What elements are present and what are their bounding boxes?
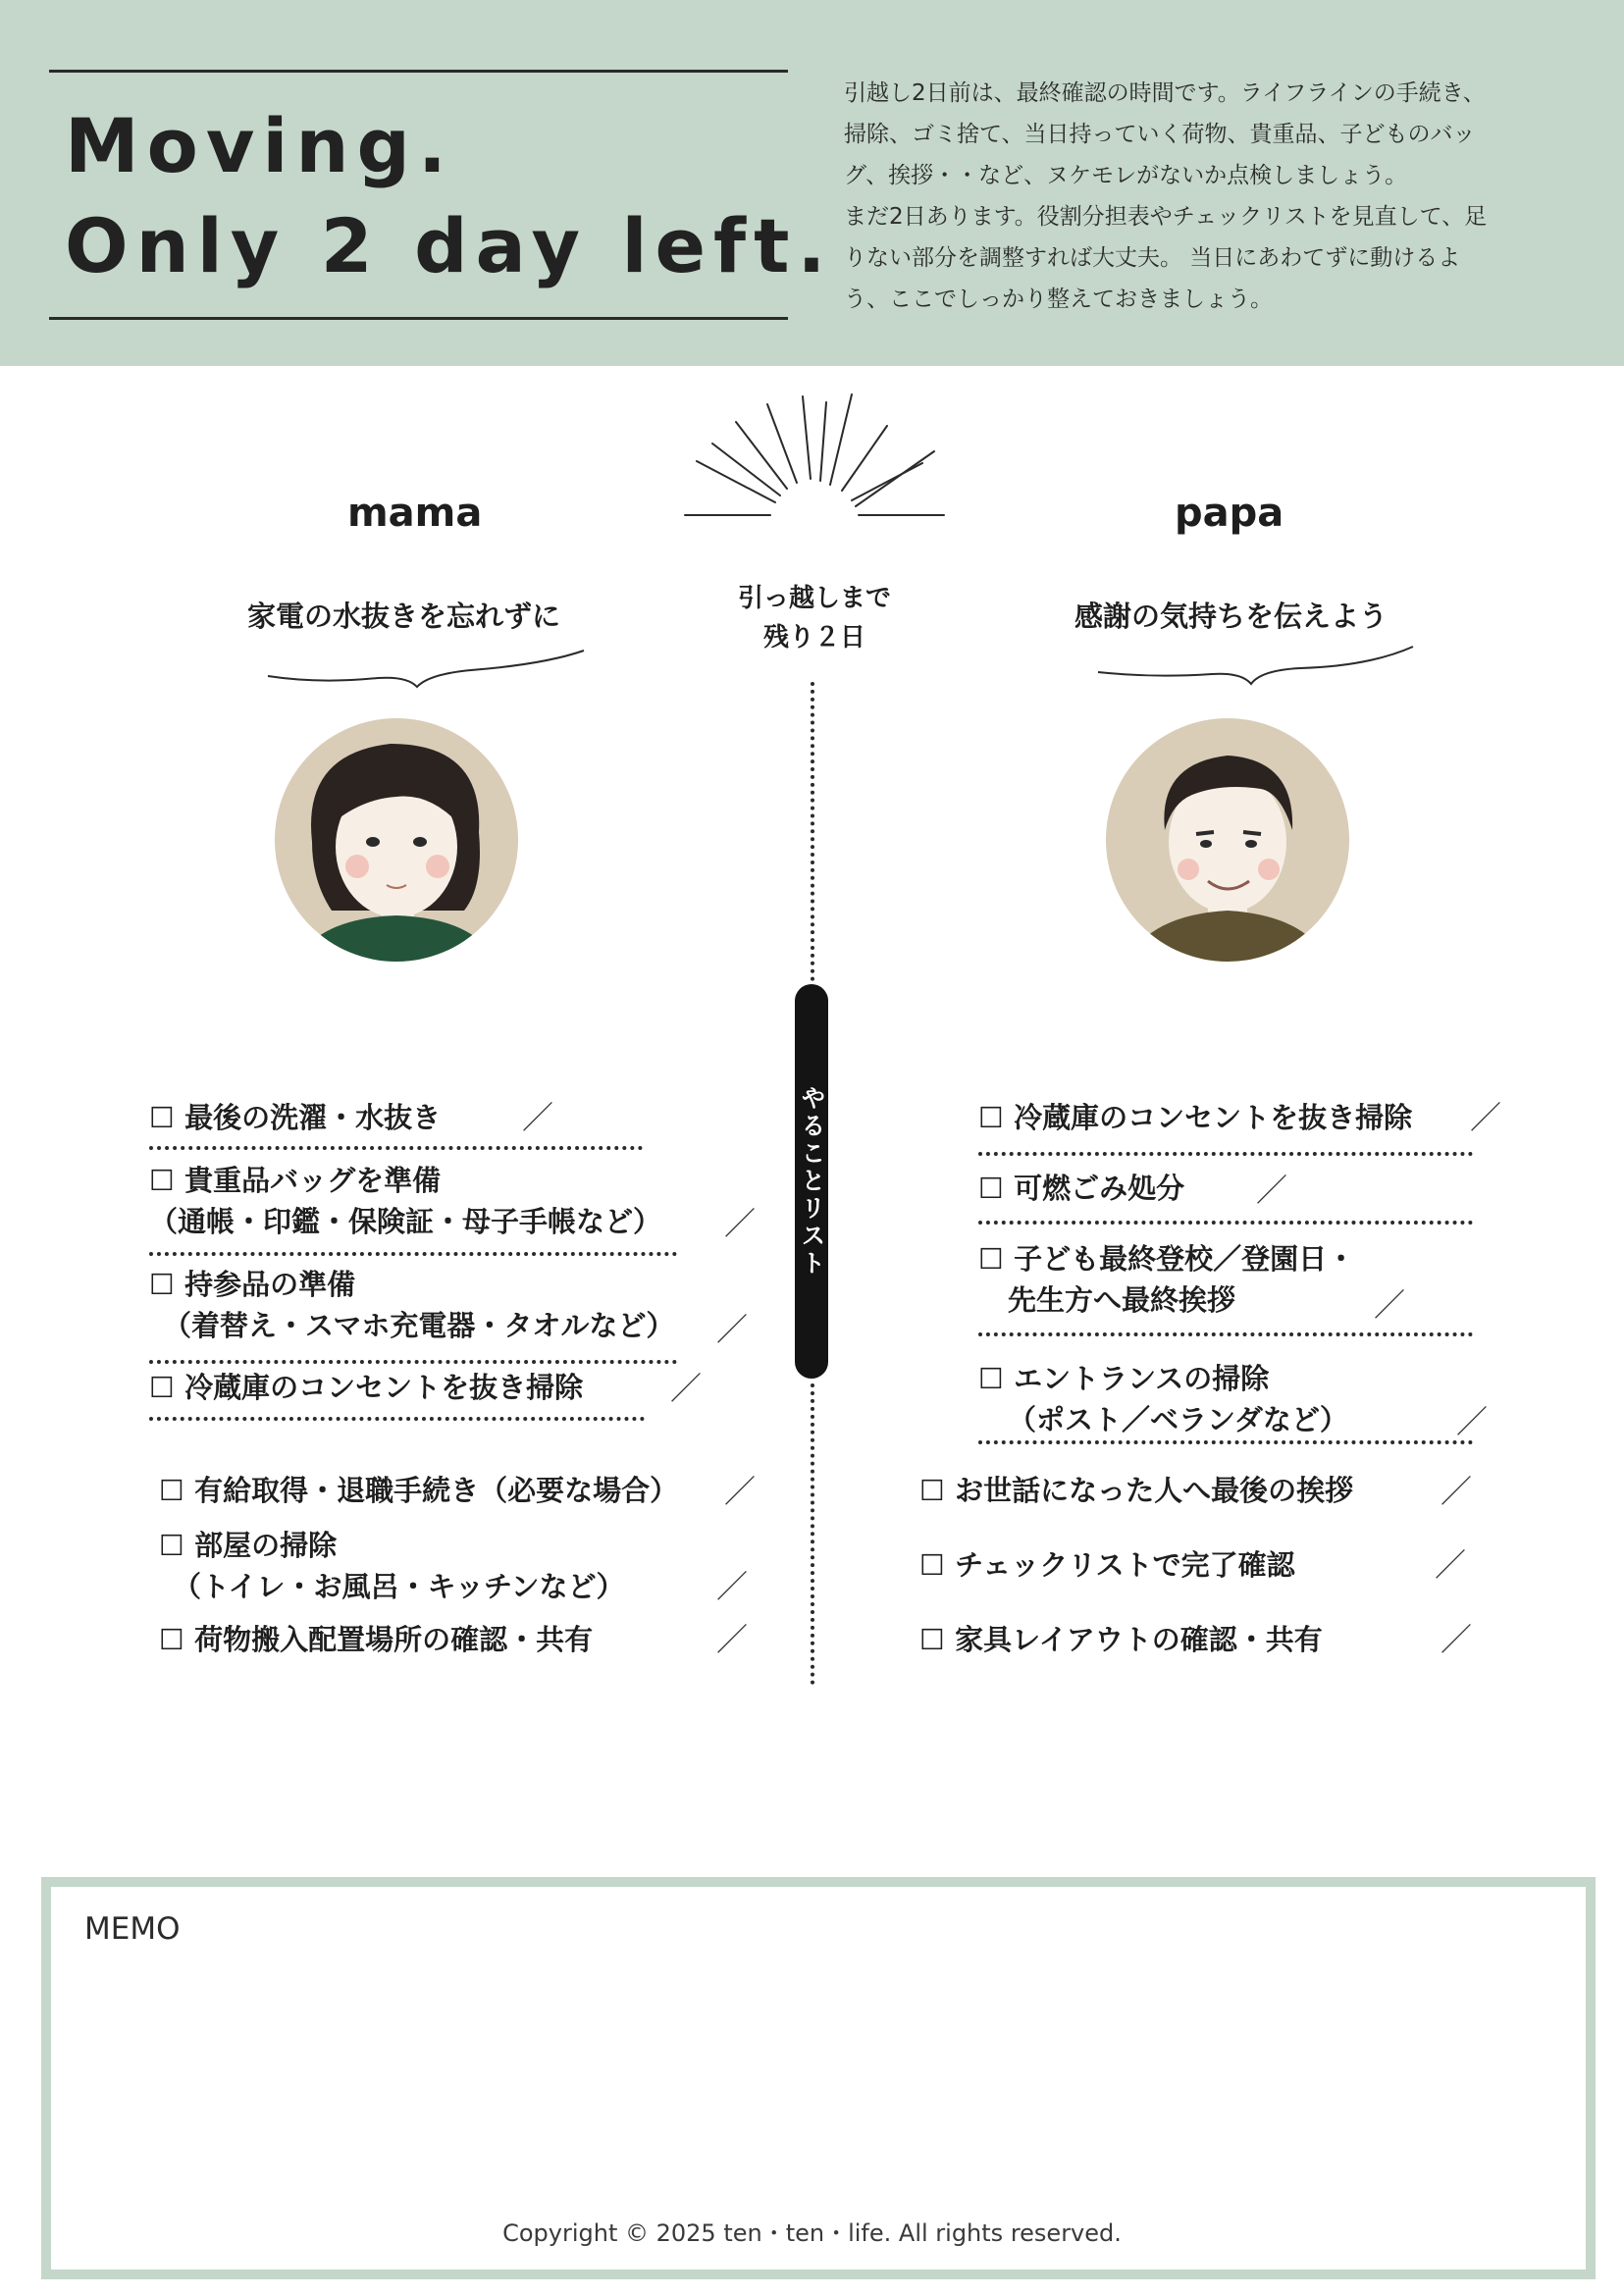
check-slash: ／ — [1456, 1403, 1489, 1440]
task-label-detail: （トイレ・お風呂・キッチンなど） — [173, 1570, 625, 1603]
papa-avatar — [1104, 714, 1351, 969]
title-rule-top — [49, 70, 788, 73]
intro-line: りない部分を調整すれば大丈夫。 当日にあわてずに動けるよ — [844, 245, 1461, 271]
dotted-rule — [978, 1332, 1473, 1336]
mama-bubble-brace — [260, 643, 594, 692]
papa-task[interactable] — [978, 1358, 1348, 1440]
task-label: ☐ 家具レイアウトの確認・共有 — [919, 1623, 1323, 1656]
check-slash: ／ — [724, 1205, 757, 1242]
task-label: ☐ お世話になった人へ最後の挨拶 — [919, 1474, 1354, 1507]
papa-task[interactable] — [919, 1544, 1295, 1586]
task-label-detail: （ポスト／ベランダなど） — [1008, 1403, 1348, 1436]
countdown-text — [707, 579, 922, 657]
dotted-rule — [978, 1221, 1473, 1225]
dotted-rule — [149, 1417, 645, 1421]
dotted-rule — [149, 1146, 643, 1150]
mama-bubble-text: 家電の水抜きを忘れずに — [247, 600, 561, 633]
task-label: ☐ 冷蔵庫のコンセントを抜き掃除 — [978, 1101, 1413, 1134]
intro-line: 引越し2日前は、最終確認の時間です。ライフラインの手続き、 — [844, 80, 1486, 106]
papa-task[interactable] — [919, 1470, 1353, 1511]
page-title-line2: Only 2 day left. — [65, 202, 834, 289]
task-label: ☐ チェックリストで完了確認 — [919, 1548, 1295, 1582]
papa-task[interactable] — [978, 1168, 1184, 1209]
page-title-line1: Moving. — [65, 102, 454, 189]
dotted-rule — [149, 1252, 677, 1256]
center-divider-bottom — [811, 1383, 814, 1685]
center-divider-top — [811, 682, 814, 981]
countdown-line1: 引っ越しまで — [737, 584, 891, 613]
task-label-detail: 先生方へ最終挨拶 — [1008, 1283, 1236, 1317]
check-slash: ／ — [1441, 1621, 1473, 1658]
task-label: ☐ 最後の洗濯・水抜き — [149, 1101, 442, 1134]
copyright: Copyright © 2025 ten・ten・life. All rights reserved. — [502, 2219, 1122, 2247]
task-label: ☐ 荷物搬入配置場所の確認・共有 — [159, 1623, 594, 1656]
task-label-detail: （着替え・スマホ充電器・タオルなど） — [163, 1309, 675, 1342]
check-slash: ／ — [1374, 1286, 1406, 1324]
check-slash: ／ — [716, 1568, 749, 1605]
check-slash: ／ — [724, 1473, 757, 1510]
mama-name: mama — [347, 491, 483, 536]
mama-task[interactable] — [149, 1367, 583, 1408]
intro-line: う、ここでしっかり整えておきましょう。 — [844, 287, 1273, 312]
task-label: ☐ 可燃ごみ処分 — [978, 1172, 1185, 1205]
papa-name: papa — [1175, 491, 1284, 536]
check-slash: ／ — [716, 1621, 749, 1658]
mama-task[interactable] — [159, 1619, 593, 1660]
task-label: ☐ 部屋の掃除 — [159, 1529, 338, 1562]
mama-task[interactable] — [149, 1264, 674, 1346]
task-label: ☐ 持参品の準備 — [149, 1268, 356, 1301]
task-label: ☐ 子ども最終登校／登園日・ — [978, 1242, 1356, 1276]
papa-bubble-brace — [1094, 643, 1428, 692]
todo-list-label: やることリスト — [798, 1085, 826, 1278]
check-slash: ／ — [716, 1311, 749, 1348]
title-rule-bottom — [49, 317, 788, 320]
sunburst-icon — [677, 392, 952, 530]
check-slash: ／ — [1435, 1546, 1467, 1584]
memo-label: MEMO — [84, 1911, 181, 1947]
papa-task[interactable] — [978, 1097, 1412, 1138]
dotted-rule — [978, 1152, 1473, 1156]
papa-task[interactable] — [919, 1619, 1323, 1660]
task-label: ☐ 冷蔵庫のコンセントを抜き掃除 — [149, 1371, 584, 1404]
mama-task[interactable] — [159, 1525, 625, 1607]
countdown-line2: 残り２日 — [762, 623, 865, 652]
check-slash: ／ — [522, 1099, 554, 1136]
papa-task[interactable] — [978, 1238, 1355, 1321]
intro-line: まだ2日あります。役割分担表やチェックリストを見直して、足 — [844, 204, 1488, 230]
check-slash: ／ — [1441, 1473, 1473, 1510]
task-label: ☐ エントランスの掃除 — [978, 1362, 1270, 1395]
mama-avatar — [273, 714, 520, 969]
mama-task[interactable] — [159, 1470, 678, 1511]
dotted-rule — [149, 1360, 677, 1364]
dotted-rule — [978, 1440, 1473, 1444]
mama-task[interactable] — [149, 1160, 661, 1242]
intro-line: 掃除、ゴミ捨て、当日持っていく荷物、貴重品、子どものバッ — [844, 122, 1476, 147]
task-label: ☐ 貴重品バッグを準備 — [149, 1164, 442, 1197]
mama-task[interactable] — [149, 1097, 441, 1138]
check-slash: ／ — [1470, 1099, 1502, 1136]
papa-bubble-text: 感謝の気持ちを伝えよう — [1074, 600, 1388, 633]
intro-line: グ、挨拶・・など、ヌケモレがないか点検しましょう。 — [844, 163, 1408, 188]
check-slash: ／ — [670, 1370, 703, 1407]
intro-text — [844, 73, 1570, 320]
task-label-detail: （通帳・印鑑・保険証・母子手帳など） — [149, 1205, 662, 1238]
task-label: ☐ 有給取得・退職手続き（必要な場合） — [159, 1474, 679, 1507]
check-slash: ／ — [1256, 1172, 1288, 1209]
